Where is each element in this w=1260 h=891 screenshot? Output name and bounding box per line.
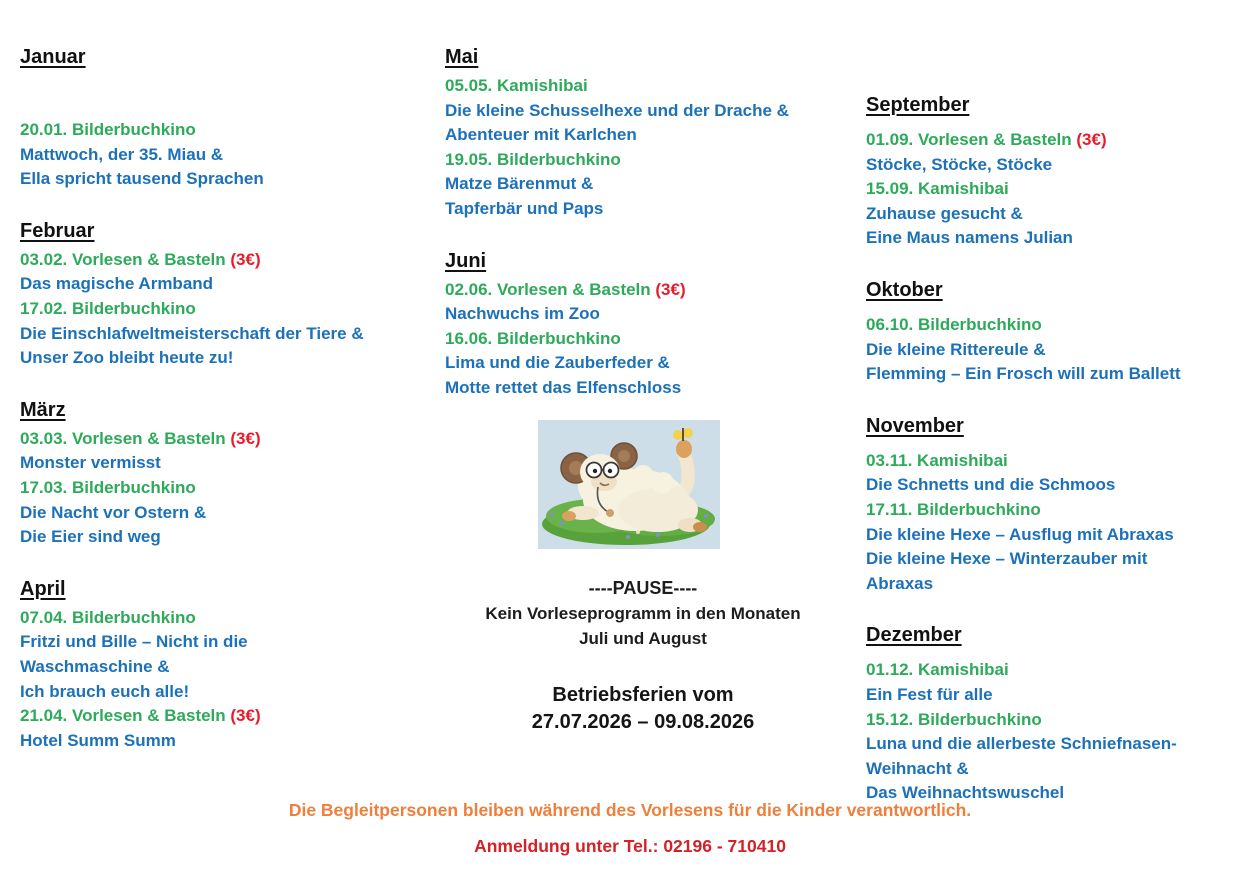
event-line (20, 118, 438, 143)
event-line (866, 449, 1258, 474)
event-line (866, 128, 1258, 153)
price-tag: (3€) (225, 428, 261, 448)
event-line (445, 327, 841, 352)
event-date-and-type: 06.10. Bilderbuchkino (866, 314, 1042, 334)
month-header-oktober: Oktober (866, 278, 943, 301)
book-title: Die kleine Schusselhexe und der Drache & (445, 100, 789, 120)
month-section-mai (445, 44, 841, 222)
book-title-line (20, 272, 438, 297)
book-title: Luna und die allerbeste Schniefnasen- (866, 734, 1177, 754)
event-date-and-type: 21.04. Vorlesen & Basteln (20, 706, 226, 726)
book-title-line (20, 501, 438, 526)
event-line (445, 278, 841, 303)
book-title: Flemming – Ein Frosch will zum Ballett (866, 364, 1181, 384)
book-title-line (866, 732, 1258, 757)
price-tag: (3€) (650, 279, 686, 299)
event-date-and-type: 15.09. Kamishibai (866, 179, 1009, 199)
month-section-oktober (866, 277, 1258, 387)
book-title-line (20, 729, 438, 754)
book-title-line (445, 376, 841, 401)
event-date-and-type: 17.03. Bilderbuchkino (20, 477, 196, 497)
event-line (20, 606, 438, 631)
book-title: Die kleine Hexe – Ausflug mit Abraxas (866, 524, 1174, 544)
event-date-and-type: 19.05. Bilderbuchkino (445, 149, 621, 169)
book-title-line (445, 172, 841, 197)
book-title-line (20, 346, 438, 371)
month-section-dezember (866, 622, 1258, 806)
book-title: Die Schnetts und die Schmoos (866, 475, 1116, 495)
book-title: Ich brauch euch alle! (20, 681, 190, 701)
event-date-and-type: 20.01. Bilderbuchkino (20, 120, 196, 139)
price-tag: (3€) (225, 249, 261, 269)
book-title: Unser Zoo bleibt heute zu! (20, 348, 234, 368)
event-date-and-type: 03.03. Vorlesen & Basteln (20, 428, 226, 448)
pause-block (445, 576, 841, 651)
book-title-line (20, 655, 438, 680)
pause-note-line2: Juli und August (579, 629, 707, 648)
book-title: Die kleine Hexe – Winterzauber mit (866, 549, 1148, 569)
event-line (866, 177, 1258, 202)
pause-note-line1: Kein Vorleseprogramm in den Monaten (485, 604, 801, 623)
book-title-line (20, 630, 438, 655)
book-title: Waschmaschine & (20, 656, 170, 676)
book-title: Stöcke, Stöcke, Stöcke (866, 154, 1053, 174)
event-line (20, 427, 438, 452)
month-header-maerz: März (20, 398, 66, 421)
book-title: Die kleine Rittereule & (866, 339, 1046, 359)
month-section-maerz (20, 397, 438, 550)
book-title: Die Eier sind weg (20, 527, 161, 547)
price-tag: (3€) (1071, 130, 1107, 149)
book-title: Fritzi und Bille – Nicht in die (20, 632, 248, 652)
ram-on-grass-icon (538, 420, 720, 549)
book-title-line (445, 123, 841, 148)
book-title-line (866, 226, 1258, 251)
event-date-and-type: 17.11. Bilderbuchkino (866, 499, 1041, 519)
book-title-line (20, 680, 438, 705)
event-date-and-type: 17.02. Bilderbuchkino (20, 298, 196, 318)
month-header-september: September (866, 94, 970, 116)
holiday-label: Betriebsferien vom (552, 684, 734, 706)
month-section-februar (20, 218, 438, 371)
event-date-and-type: 16.06. Bilderbuchkino (445, 328, 621, 348)
event-line (866, 708, 1258, 733)
book-title: Nachwuchs im Zoo (445, 304, 600, 324)
event-line (20, 297, 438, 322)
book-title: Ein Fest für alle (866, 684, 993, 704)
book-title: Mattwoch, der 35. Miau & (20, 144, 224, 164)
event-date-and-type: 01.12. Kamishibai (866, 660, 1009, 680)
book-title-line (445, 99, 841, 124)
month-header-dezember: Dezember (866, 624, 962, 647)
month-header-juni: Juni (445, 249, 487, 272)
book-title: Zuhause gesucht & (866, 203, 1023, 223)
event-date-and-type: 02.06. Vorlesen & Basteln (445, 279, 651, 299)
column-jan-apr (20, 44, 438, 753)
month-header-februar: Februar (20, 219, 95, 242)
book-title: Eine Maus namens Julian (866, 228, 1073, 248)
book-title-line (866, 547, 1258, 572)
month-section-april (20, 576, 438, 754)
book-title-line (866, 757, 1258, 782)
event-date-and-type: 05.05. Kamishibai (445, 76, 588, 95)
month-section-januar (20, 44, 438, 192)
book-title: Die Nacht vor Ostern & (20, 502, 207, 522)
book-title: Monster vermisst (20, 453, 161, 473)
book-title: Lima und die Zauberfeder & (445, 353, 670, 373)
book-title: Weihnacht & (866, 758, 969, 778)
event-line (866, 658, 1258, 683)
event-line (866, 498, 1258, 523)
registration-phone: Anmeldung unter Tel.: 02196 - 710410 (474, 836, 786, 856)
event-line (20, 476, 438, 501)
column-mai-juni (445, 44, 841, 401)
book-title-line (445, 302, 841, 327)
book-title: Motte rettet das Elfenschloss (445, 377, 682, 397)
book-title-line (866, 523, 1258, 548)
month-section-september (866, 92, 1258, 251)
book-title: Abenteuer mit Karlchen (445, 125, 637, 145)
book-title: Das magische Armband (20, 274, 214, 294)
pause-title: ----PAUSE---- (588, 578, 698, 598)
book-title-line (445, 351, 841, 376)
event-line (20, 704, 438, 729)
holiday-dates: 27.07.2026 – 09.08.2026 (531, 711, 755, 733)
event-date-and-type: 03.02. Vorlesen & Basteln (20, 249, 226, 269)
book-title-line (866, 338, 1258, 363)
book-title-line (866, 683, 1258, 708)
book-title: Ella spricht tausend Sprachen (20, 169, 264, 189)
book-title-line (445, 197, 841, 222)
event-line (445, 74, 841, 99)
supervision-note: Die Begleitpersonen bleiben während des Vorlesens für die Kinder verantwortlich. (288, 800, 972, 820)
book-title-line (20, 143, 438, 168)
book-title-line (866, 153, 1258, 178)
event-date-and-type: 15.12. Bilderbuchkino (866, 709, 1042, 729)
event-date-and-type: 03.11. Kamishibai (866, 450, 1008, 470)
price-tag: (3€) (225, 706, 261, 726)
ram-illustration (538, 420, 720, 549)
event-line (866, 313, 1258, 338)
column-sep-dez (866, 92, 1258, 806)
book-title-line (20, 451, 438, 476)
book-title: Hotel Summ Summ (20, 730, 176, 750)
month-header-april: April (20, 577, 66, 600)
book-title: Das Weihnachtswuschel (866, 783, 1065, 803)
month-header-november: November (866, 414, 964, 437)
book-title-line (866, 362, 1258, 387)
month-section-juni (445, 248, 841, 401)
book-title-line (20, 525, 438, 550)
event-date-and-type: 01.09. Vorlesen & Basteln (866, 130, 1072, 149)
book-title: Matze Bärenmut & (445, 174, 594, 194)
book-title: Die Einschlafweltmeisterschaft der Tiere & (20, 323, 364, 343)
month-header-mai: Mai (445, 46, 479, 68)
event-line (445, 148, 841, 173)
book-title-line (20, 322, 438, 347)
book-title-line (866, 572, 1258, 597)
book-title-line (866, 202, 1258, 227)
book-title-line (866, 473, 1258, 498)
book-title: Tapferbär und Paps (445, 198, 604, 218)
month-section-november (866, 413, 1258, 597)
event-date-and-type: 07.04. Bilderbuchkino (20, 607, 196, 627)
book-title: Abraxas (866, 573, 934, 593)
event-line (20, 248, 438, 273)
holiday-block (445, 682, 841, 736)
book-title-line (20, 167, 438, 192)
month-header-januar: Januar (20, 46, 86, 68)
